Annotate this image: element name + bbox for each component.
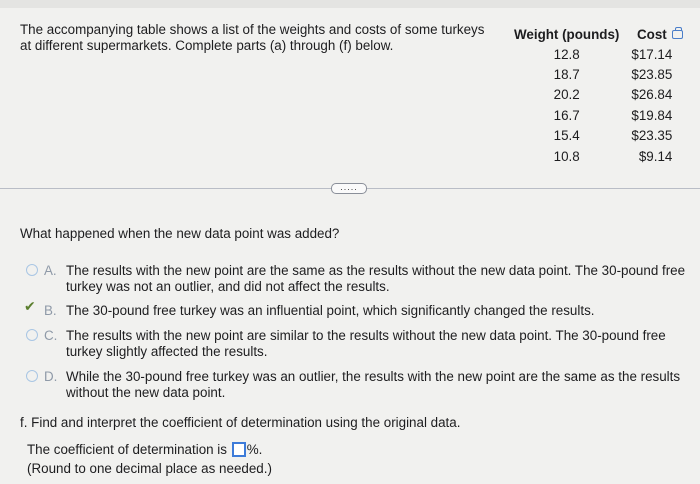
option-text: The 30-pound free turkey was an influential point, which significantly changed the results. bbox=[66, 303, 595, 318]
expand-more-button[interactable]: ..... bbox=[331, 183, 367, 194]
cost-cell: $23.35 bbox=[631, 128, 673, 144]
cost-cell: $9.14 bbox=[638, 148, 673, 164]
part-f-prompt: f. Find and interpret the coefficient of determination using the original data. bbox=[20, 415, 461, 430]
data-table bbox=[508, 26, 678, 166]
table-row bbox=[508, 44, 678, 64]
answer-line bbox=[27, 442, 262, 457]
top-strip bbox=[0, 0, 700, 8]
weight-header: Weight (pounds) bbox=[514, 26, 620, 42]
table-header-row bbox=[508, 26, 678, 44]
copy-icon[interactable] bbox=[672, 30, 683, 39]
weight-cell: 18.7 bbox=[553, 67, 580, 83]
option-d[interactable] bbox=[26, 369, 692, 400]
option-text: The results with the new point are similar to the results without the new data point. The 30-pound free turkey slightly affected the results. bbox=[66, 328, 666, 359]
rounding-note: (Round to one decimal place as needed.) bbox=[27, 461, 272, 476]
cost-cell: $26.84 bbox=[631, 87, 673, 103]
option-letter: A. bbox=[44, 263, 57, 278]
weight-cell: 20.2 bbox=[553, 87, 580, 103]
problem-intro: The accompanying table shows a list of the weights and costs of some turkeys at different supermarkets. Complete parts (a) through (f) below. bbox=[20, 22, 485, 53]
table-row bbox=[508, 85, 678, 105]
answer-prefix: The coefficient of determination is bbox=[27, 442, 227, 457]
option-text: While the 30-pound free turkey was an outlier, the results with the new point are the same as the results without the new data point. bbox=[66, 369, 681, 400]
answer-input-box[interactable] bbox=[232, 442, 246, 457]
cost-cell: $19.84 bbox=[631, 107, 673, 123]
cost-cell: $23.85 bbox=[631, 67, 673, 83]
checkmark-icon: ✔ bbox=[24, 299, 36, 315]
cost-header: Cost bbox=[636, 26, 667, 42]
cost-cell: $17.14 bbox=[631, 46, 673, 62]
weight-cell: 16.7 bbox=[553, 107, 580, 123]
weight-cell: 15.4 bbox=[553, 128, 580, 144]
table-row bbox=[508, 105, 678, 125]
option-letter: B. bbox=[44, 303, 57, 318]
radio-a[interactable] bbox=[26, 264, 38, 276]
option-text: The results with the new point are the same as the results without the new data point. The 30-pound free turkey was not an outlier, and did not affect the results. bbox=[66, 263, 686, 294]
option-a[interactable] bbox=[26, 263, 692, 294]
question-text: What happened when the new data point was added? bbox=[20, 226, 340, 241]
table-row bbox=[508, 126, 678, 146]
table-row bbox=[508, 64, 678, 84]
option-c[interactable] bbox=[26, 328, 692, 359]
radio-c[interactable] bbox=[26, 329, 38, 341]
radio-d[interactable] bbox=[26, 370, 38, 382]
table-row bbox=[508, 146, 678, 166]
answer-suffix: %. bbox=[246, 442, 263, 457]
weight-cell: 10.8 bbox=[553, 148, 580, 164]
weight-cell: 12.8 bbox=[553, 46, 580, 62]
option-letter: C. bbox=[44, 328, 58, 343]
option-b[interactable] bbox=[24, 299, 692, 319]
option-letter: D. bbox=[44, 369, 58, 384]
